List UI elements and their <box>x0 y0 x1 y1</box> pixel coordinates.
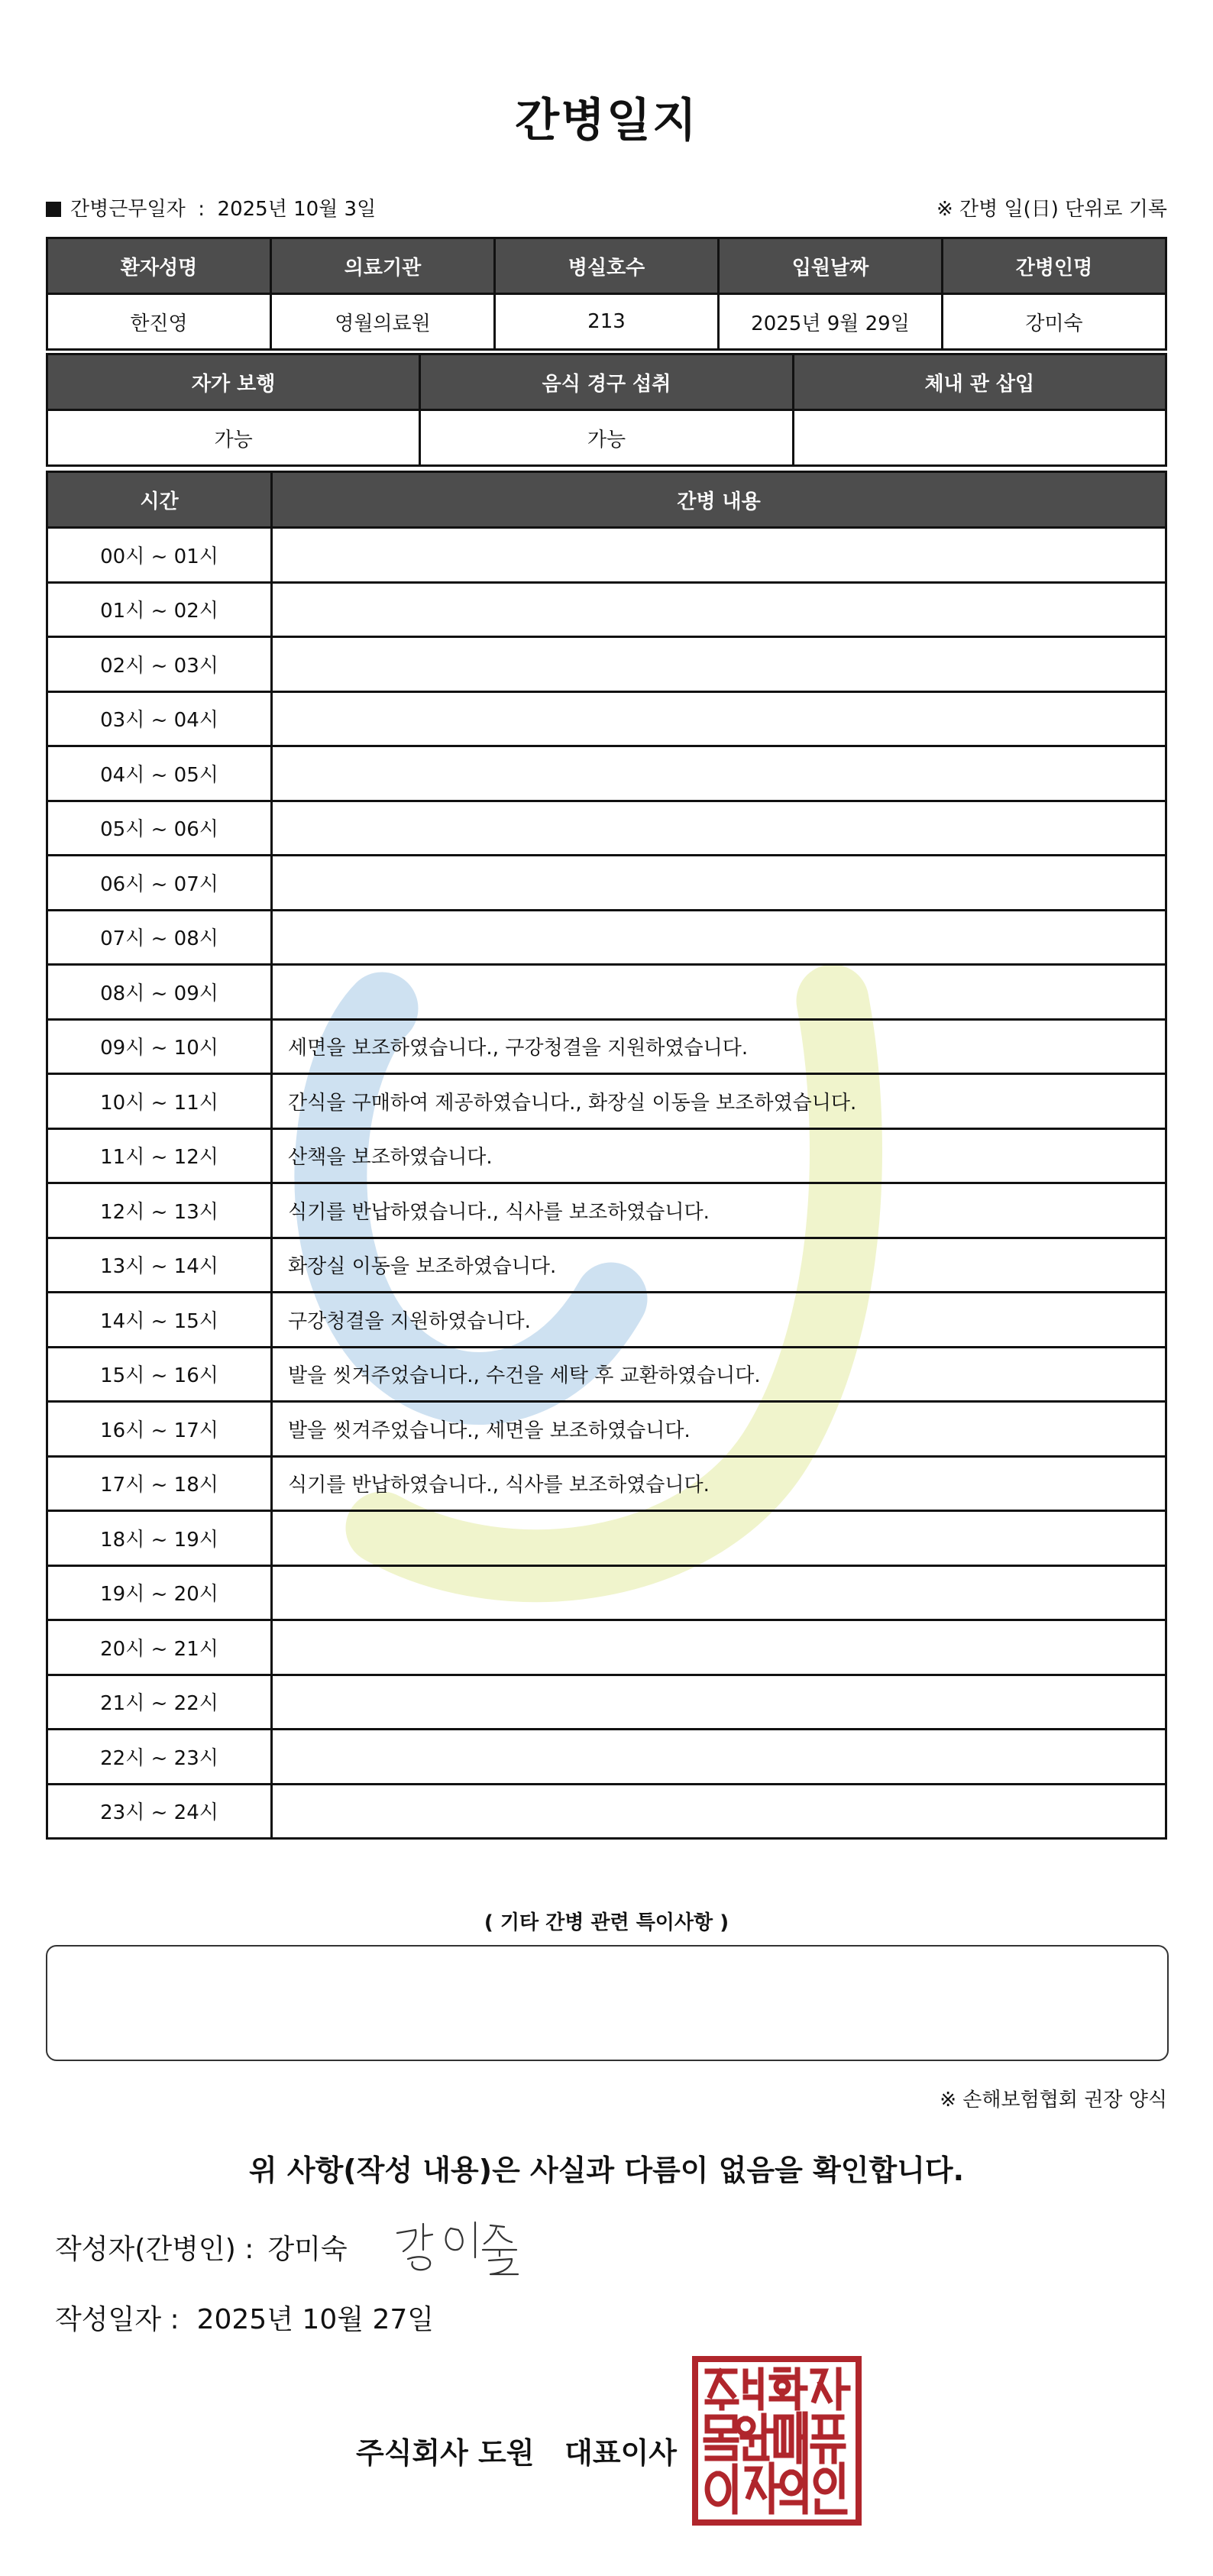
care-time-cell: 01시 ~ 02시 <box>47 582 272 637</box>
writer-name: 강미숙 <box>267 2234 348 2265</box>
care-time-cell: 11시 ~ 12시 <box>47 1128 272 1183</box>
header-admission-date: 입원날짜 <box>719 238 943 294</box>
care-content-cell <box>272 910 1166 965</box>
care-content-cell <box>272 746 1166 801</box>
care-content-cell <box>272 1565 1166 1620</box>
header-self-walking: 자가 보행 <box>47 354 420 410</box>
care-content-cell: 간식을 구매하여 제공하였습니다., 화장실 이동을 보조하였습니다. <box>272 1074 1166 1129</box>
care-log-row <box>47 910 1166 965</box>
care-content-cell <box>272 1675 1166 1730</box>
care-log-row <box>47 1019 1166 1074</box>
care-time-cell: 04시 ~ 05시 <box>47 746 272 801</box>
write-date-label: 작성일자 : <box>55 2304 180 2335</box>
care-content-cell <box>272 1511 1166 1566</box>
care-log-row <box>47 1238 1166 1293</box>
care-content-cell: 구강청결을 지원하였습니다. <box>272 1293 1166 1348</box>
care-log-row <box>47 746 1166 801</box>
care-content-cell <box>272 1730 1166 1785</box>
care-log-row <box>47 582 1166 637</box>
care-log-table <box>46 471 1167 1840</box>
work-date-value: 2025년 10월 3일 <box>217 198 377 221</box>
care-content-cell: 식기를 반납하였습니다., 식사를 보조하였습니다. <box>272 1183 1166 1238</box>
square-bullet-icon <box>46 202 61 217</box>
care-time-cell: 13시 ~ 14시 <box>47 1238 272 1293</box>
care-content-cell <box>272 801 1166 856</box>
care-time-cell: 05시 ~ 06시 <box>47 801 272 856</box>
care-time-cell: 21시 ~ 22시 <box>47 1675 272 1730</box>
care-time-cell: 07시 ~ 08시 <box>47 910 272 965</box>
writer-label: 작성자(간병인) : <box>55 2234 254 2265</box>
care-time-cell: 10시 ~ 11시 <box>47 1074 272 1129</box>
header-tube-insertion: 체내 관 삽입 <box>793 354 1166 410</box>
care-time-cell: 00시 ~ 01시 <box>47 528 272 583</box>
header-care-content: 간병 내용 <box>272 472 1166 528</box>
care-content-cell: 세면을 보조하였습니다., 구강청결을 지원하였습니다. <box>272 1019 1166 1074</box>
care-log-row <box>47 637 1166 692</box>
work-date-label: 간병근무일자 <box>70 198 186 221</box>
writer-line <box>55 2228 348 2267</box>
patient-info-header-row <box>47 238 1166 294</box>
notes-heading: ( 기타 간병 관련 특이사항 ) <box>484 1911 729 1934</box>
mobility-header-row <box>47 354 1166 410</box>
care-log-row <box>47 801 1166 856</box>
care-time-cell: 16시 ~ 17시 <box>47 1402 272 1457</box>
header-room: 병실호수 <box>495 238 719 294</box>
care-log-header-row <box>47 472 1166 528</box>
care-log-row <box>47 1620 1166 1675</box>
oral-intake-value: 가능 <box>420 410 793 466</box>
care-content-cell <box>272 856 1166 911</box>
tube-insertion-value <box>793 410 1166 466</box>
care-time-cell: 06시 ~ 07시 <box>47 856 272 911</box>
care-time-cell: 09시 ~ 10시 <box>47 1019 272 1074</box>
care-log-row <box>47 1456 1166 1511</box>
care-log-row <box>47 1402 1166 1457</box>
care-content-cell: 식기를 반납하였습니다., 식사를 보조하였습니다. <box>272 1456 1166 1511</box>
care-content-cell <box>272 582 1166 637</box>
care-time-cell: 17시 ~ 18시 <box>47 1456 272 1511</box>
care-time-cell: 03시 ~ 04시 <box>47 691 272 746</box>
care-log-row <box>47 1730 1166 1785</box>
care-log-row <box>47 691 1166 746</box>
care-time-cell: 14시 ~ 15시 <box>47 1293 272 1348</box>
care-log-row <box>47 528 1166 583</box>
header-oral-intake: 음식 경구 섭취 <box>420 354 793 410</box>
care-content-cell <box>272 965 1166 1020</box>
care-log-row <box>47 1347 1166 1402</box>
care-content-cell <box>272 637 1166 692</box>
work-date-sep: : <box>198 198 205 221</box>
care-log-row <box>47 856 1166 911</box>
care-log-row <box>47 1784 1166 1839</box>
header-caregiver: 간병인명 <box>943 238 1166 294</box>
care-log-row <box>47 1183 1166 1238</box>
write-date-value: 2025년 10월 27일 <box>196 2304 435 2335</box>
self-walking-value: 가능 <box>47 410 420 466</box>
care-log-row <box>47 965 1166 1020</box>
header-time: 시간 <box>47 472 272 528</box>
care-log-row <box>47 1565 1166 1620</box>
care-time-cell: 20시 ~ 21시 <box>47 1620 272 1675</box>
mobility-table <box>46 353 1167 467</box>
care-time-cell: 22시 ~ 23시 <box>47 1730 272 1785</box>
care-content-cell <box>272 528 1166 583</box>
confirmation-statement: 위 사항(작성 내용)은 사실과 다름이 없음을 확인합니다. <box>248 2154 965 2187</box>
care-content-cell <box>272 691 1166 746</box>
care-time-cell: 15시 ~ 16시 <box>47 1347 272 1402</box>
care-log-row <box>47 1293 1166 1348</box>
patient-name: 한진영 <box>47 294 271 350</box>
patient-info-table <box>46 237 1167 351</box>
care-content-cell: 화장실 이동을 보조하였습니다. <box>272 1238 1166 1293</box>
header-hospital: 의료기관 <box>271 238 495 294</box>
patient-info-value-row <box>47 294 1166 350</box>
care-content-cell <box>272 1620 1166 1675</box>
header-patient-name: 환자성명 <box>47 238 271 294</box>
admission-date: 2025년 9월 29일 <box>719 294 943 350</box>
handwritten-signature <box>390 2212 527 2280</box>
care-log-row <box>47 1511 1166 1566</box>
work-date <box>46 193 376 222</box>
care-log-row <box>47 1074 1166 1129</box>
mobility-value-row <box>47 410 1166 466</box>
care-time-cell: 19시 ~ 20시 <box>47 1565 272 1620</box>
company-representative: 주식회사 도원 대표이사 <box>356 2436 677 2470</box>
care-content-cell: 발을 씻겨주었습니다., 수건을 세탁 후 교환하였습니다. <box>272 1347 1166 1402</box>
care-time-cell: 02시 ~ 03시 <box>47 637 272 692</box>
daily-note: ※ 간병 일(日) 단위로 기록 <box>936 198 1167 221</box>
care-content-cell <box>272 1784 1166 1839</box>
care-time-cell: 23시 ~ 24시 <box>47 1784 272 1839</box>
recommend-note: ※ 손해보험협회 권장 양식 <box>940 2089 1167 2112</box>
caregiver-name: 강미숙 <box>943 294 1166 350</box>
write-date-line <box>55 2298 434 2337</box>
care-log-row <box>47 1128 1166 1183</box>
document-title: 간병일지 <box>515 94 698 147</box>
care-time-cell: 08시 ~ 09시 <box>47 965 272 1020</box>
care-content-cell: 산책을 보조하였습니다. <box>272 1128 1166 1183</box>
care-time-cell: 12시 ~ 13시 <box>47 1183 272 1238</box>
special-notes-box <box>46 1945 1169 2061</box>
room-number: 213 <box>495 294 719 350</box>
company-seal-stamp <box>691 2354 863 2527</box>
care-time-cell: 18시 ~ 19시 <box>47 1511 272 1566</box>
care-content-cell: 발을 씻겨주었습니다., 세면을 보조하였습니다. <box>272 1402 1166 1457</box>
hospital-name: 영월의료원 <box>271 294 495 350</box>
care-log-row <box>47 1675 1166 1730</box>
